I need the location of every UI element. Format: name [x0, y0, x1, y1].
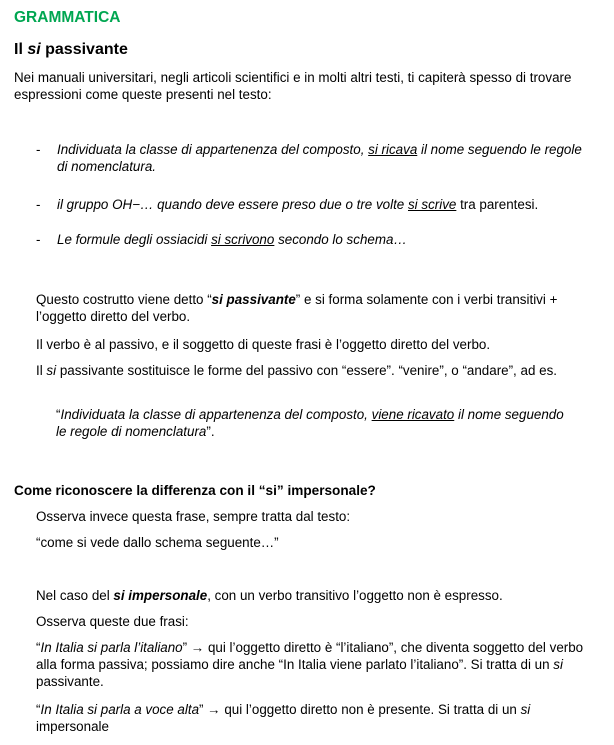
example-before: Le formule degli ossiacidi — [57, 232, 212, 247]
quote-after: il nome seguendo le regole di nomenclatura — [56, 407, 564, 439]
quote-before: Individuata la classe di appartenenza del composto, — [60, 407, 372, 422]
s1-end: passivante. — [36, 674, 104, 689]
s1-rest: qui l’oggetto diretto è “l’italiano”, che diventa soggetto del verbo alla forma passiva; possiamo dire anche “In Italia viene parlato l’italiano”. Si tratta di un — [36, 640, 584, 672]
quote-underlined: viene ricavato — [371, 407, 455, 422]
impersonal-paragraph — [36, 587, 596, 604]
section-heading: GRAMMATICA — [14, 9, 121, 26]
s2-si: si — [520, 702, 531, 717]
example-text — [57, 141, 591, 175]
quote-close: ”. — [206, 424, 215, 439]
example-item — [36, 196, 591, 213]
explanation-after: passivante sostituisce le forme del passivo con “essere”. “venire”, o “andare”, ad es. — [56, 363, 557, 378]
observe2-paragraph: Osserva queste due frasi: — [36, 614, 189, 629]
bullet-dash: - — [36, 232, 41, 247]
arrow-icon: → — [207, 702, 221, 717]
s1-quote-close: ” — [182, 640, 188, 655]
quote-paragraph — [56, 406, 576, 440]
explanation-pre: Il — [36, 363, 47, 378]
example-before: Individuata la classe di appartenenza del composto, — [57, 142, 369, 157]
title-pre: Il — [14, 41, 28, 58]
impersonal-after: , con un verbo transitivo l’oggetto non è espresso. — [207, 588, 503, 603]
s2-quote-close: ” — [199, 702, 204, 717]
example-item — [36, 141, 591, 175]
example-after: tra parentesi. — [456, 197, 539, 212]
explanation-before: Questo costrutto viene detto “ — [36, 292, 212, 307]
s2-end: impersonale — [36, 719, 109, 734]
s1-quote-open: “ — [36, 640, 41, 655]
s2-italic: In Italia si parla a voce alta — [40, 702, 200, 717]
example-underlined: si scrive — [407, 197, 457, 212]
explanation-after: ” e si forma solamente con i verbi transitivi + l’oggetto diretto del verbo. — [36, 292, 558, 324]
page-title — [14, 40, 128, 59]
example-after: il nome seguendo le regole di nomenclatura. — [57, 142, 582, 174]
example-phrase: “come si vede dallo schema seguente…” — [36, 535, 279, 550]
sentence-passive — [36, 639, 596, 690]
title-post: passivante — [40, 41, 128, 58]
intro-paragraph: Nei manuali universitari, negli articoli scientifici e in molti altri testi, ti capiterà spesso di trovare espressioni come queste presenti nel testo: — [14, 70, 572, 102]
explanation-paragraph — [36, 291, 596, 325]
example-text — [57, 231, 591, 248]
explanation-term-si: si passivante — [211, 292, 296, 307]
s1-si: si — [553, 657, 563, 672]
explanation-paragraph — [36, 362, 596, 379]
example-underlined: si ricava — [368, 142, 418, 157]
observe-paragraph: Osserva invece questa frase, sempre tratta dal testo: — [36, 509, 351, 524]
explanation-paragraph: Il verbo è al passivo, e il soggetto di queste frasi è l’oggetto diretto del verbo. — [36, 337, 491, 352]
s2-rest: qui l’oggetto diretto non è presente. Si tratta di un — [220, 702, 521, 717]
arrow-icon: → — [190, 640, 205, 655]
impersonal-before: Nel caso del — [36, 588, 114, 603]
title-si: si — [27, 41, 41, 58]
example-item — [36, 231, 591, 248]
bullet-dash: - — [36, 142, 41, 157]
example-after: secondo lo schema… — [274, 232, 407, 247]
section-question: Come riconoscere la differenza con il “si” impersonale? — [14, 483, 376, 498]
quote-open: “ — [56, 407, 61, 422]
explanation-si: si — [46, 363, 57, 378]
impersonal-term: si impersonale — [113, 588, 208, 603]
example-underlined: si scrivono — [211, 232, 275, 247]
s2-quote-open: “ — [36, 702, 41, 717]
s1-italic: In Italia si parla l’italiano — [40, 640, 183, 655]
sentence-impersonal — [36, 701, 596, 735]
example-before: il gruppo OH−… quando deve essere preso due o tre volte — [57, 197, 408, 212]
bullet-dash: - — [36, 197, 41, 212]
example-text — [57, 196, 591, 213]
